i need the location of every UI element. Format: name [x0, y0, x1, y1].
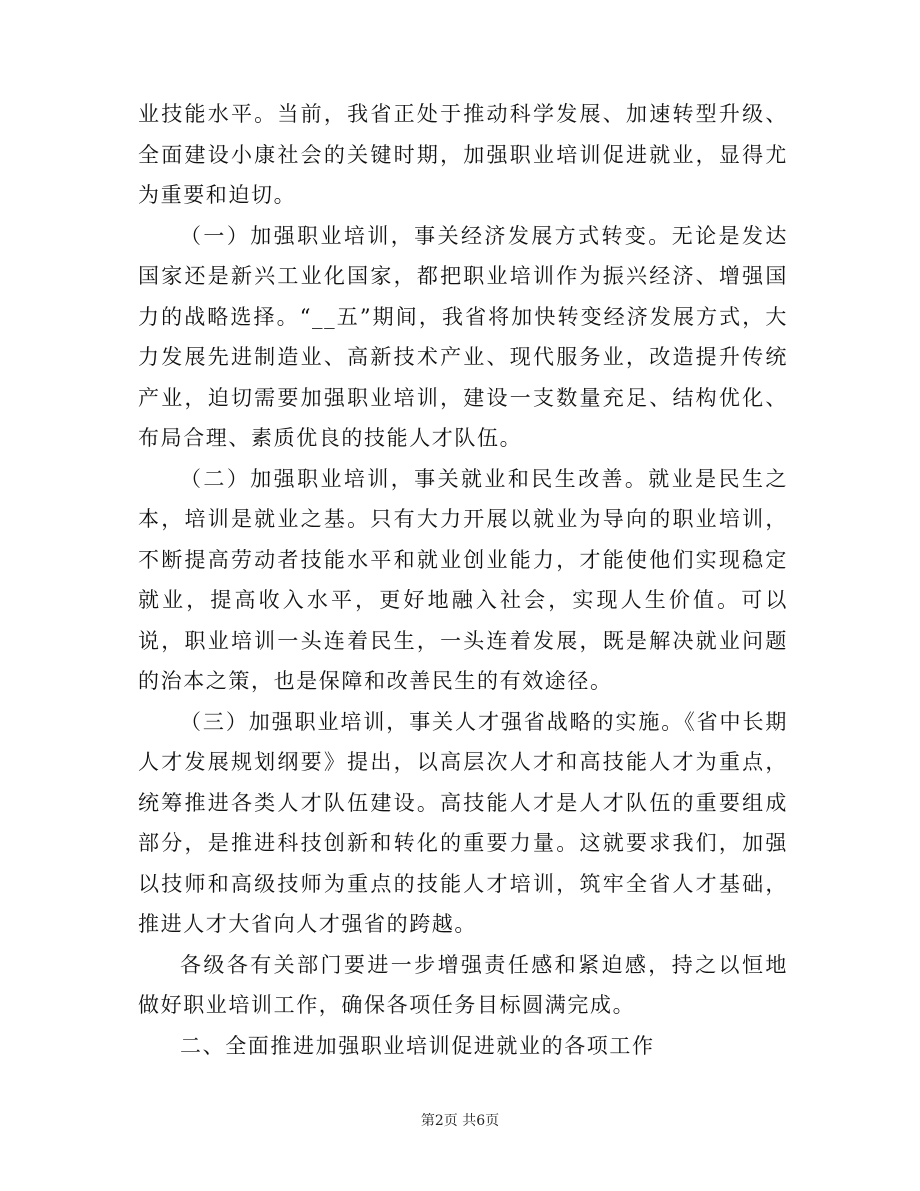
paragraph-continuation: 业技能水平。当前，我省正处于推动科学发展、加速转型升级、全面建设小康社会的关键时期，加强职业培训促进就业，显得尤为重要和迫切。 [138, 102, 788, 207]
section-heading: 二、全面推进加强职业培训促进就业的各项工作 [180, 1033, 655, 1058]
document-body [138, 94, 788, 1066]
paragraph-employment-livelihood: （二）加强职业培训，事关就业和民生改善。就业是民生之本，培训是就业之基。只有大力开展以就业为导向的职业培训，不断提高劳动者技能水平和就业创业能力，才能使他们实现稳定就业，提高收入水平，更好地融入社会，实现人生价值。可以说，职业培训一头连着民生，一头连着发展，既是解决就业问题的治本之策，也是保障和改善民生的有效途径。 [138, 466, 788, 693]
page-number-footer: 第2页 共6页 [420, 1113, 500, 1129]
paragraph-talent-strategy: （三）加强职业培训，事关人才强省战略的实施。《省中长期人才发展规划纲要》提出，以高层次人才和高技能人才为重点，统筹推进各类人才队伍建设。高技能人才是人才队伍的重要组成部分，是推进科技创新和转化的重要力量。这就要求我们，加强以技师和高级技师为重点的技能人才培训，筑牢全省人才基础，推进人才大省向人才强省的跨越。 [138, 709, 788, 936]
paragraph-economic-development: （一）加强职业培训，事关经济发展方式转变。无论是发达国家还是新兴工业化国家，都把职业培训作为振兴经济、增强国力的战略选择。“__五”期间，我省将加快转变经济发展方式，大力发展先进制造业、高新技术产业、现代服务业，改造提升传统产业，迫切需要加强职业培训，建设一支数量充足、结构优化、布局合理、素质优良的技能人才队伍。 [138, 223, 788, 450]
paragraph-responsibility: 各级各有关部门要进一步增强责任感和紧迫感，持之以恒地做好职业培训工作，确保各项任务目标圆满完成。 [138, 952, 788, 1017]
